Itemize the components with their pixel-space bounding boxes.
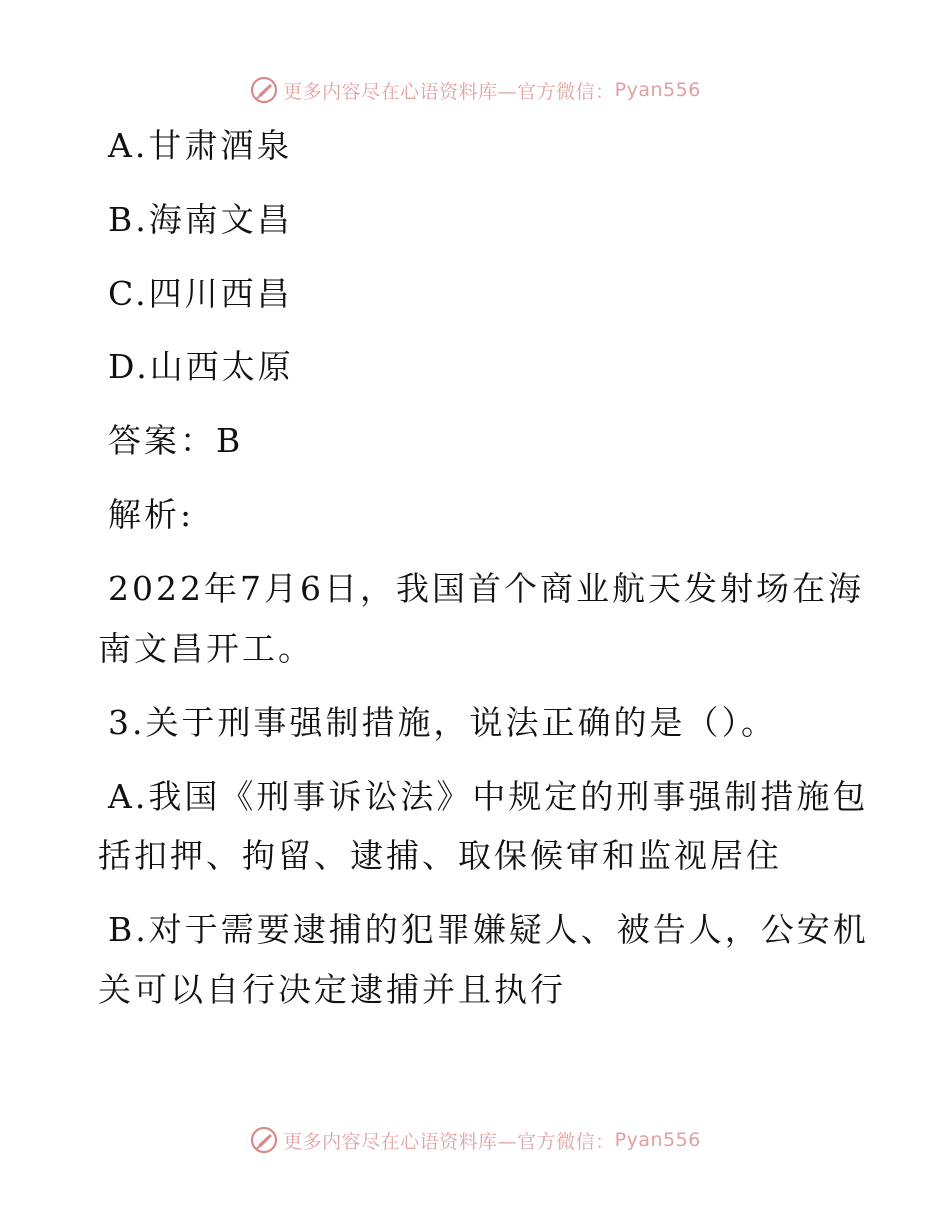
answer-line: 答案：B xyxy=(108,421,244,460)
question-3-option-b-line: B.对于需要逮捕的犯罪嫌疑人、被告人，公安机 xyxy=(108,910,869,949)
analysis-text-line: 南文昌开工。 xyxy=(98,629,314,668)
option-d-line: D.山西太原 xyxy=(108,347,294,386)
option-a-line: A.甘肃酒泉 xyxy=(108,126,293,165)
question-3-option-b-line: 关可以自行决定逮捕并且执行 xyxy=(98,970,566,1009)
watermark-text: 更多内容尽在心语资料库—官方微信： xyxy=(283,80,615,103)
analysis-heading: 解析: xyxy=(108,495,195,534)
question-3-stem: 3.关于刑事强制措施，说法正确的是（）。 xyxy=(108,703,777,742)
option-c-line: C.四川西昌 xyxy=(108,274,293,313)
watermark-footer xyxy=(0,1122,950,1158)
analysis-text-line: 2022年7月6日，我国首个商业航天发射场在海 xyxy=(108,569,864,608)
watermark-account: Pyan556 xyxy=(614,1129,701,1151)
watermark-text: 更多内容尽在心语资料库—官方微信： xyxy=(283,1130,615,1153)
question-3-option-a-line: A.我国《刑事诉讼法》中规定的刑事强制措施包 xyxy=(108,777,869,816)
watermark-header xyxy=(0,72,950,108)
option-b-line: B.海南文昌 xyxy=(108,200,293,239)
watermark-account: Pyan556 xyxy=(614,79,701,101)
quill-logo-icon xyxy=(249,75,279,105)
quill-logo-icon xyxy=(249,1125,279,1155)
question-3-option-a-line: 括扣押、拘留、逮捕、取保候审和监视居住 xyxy=(98,836,782,875)
